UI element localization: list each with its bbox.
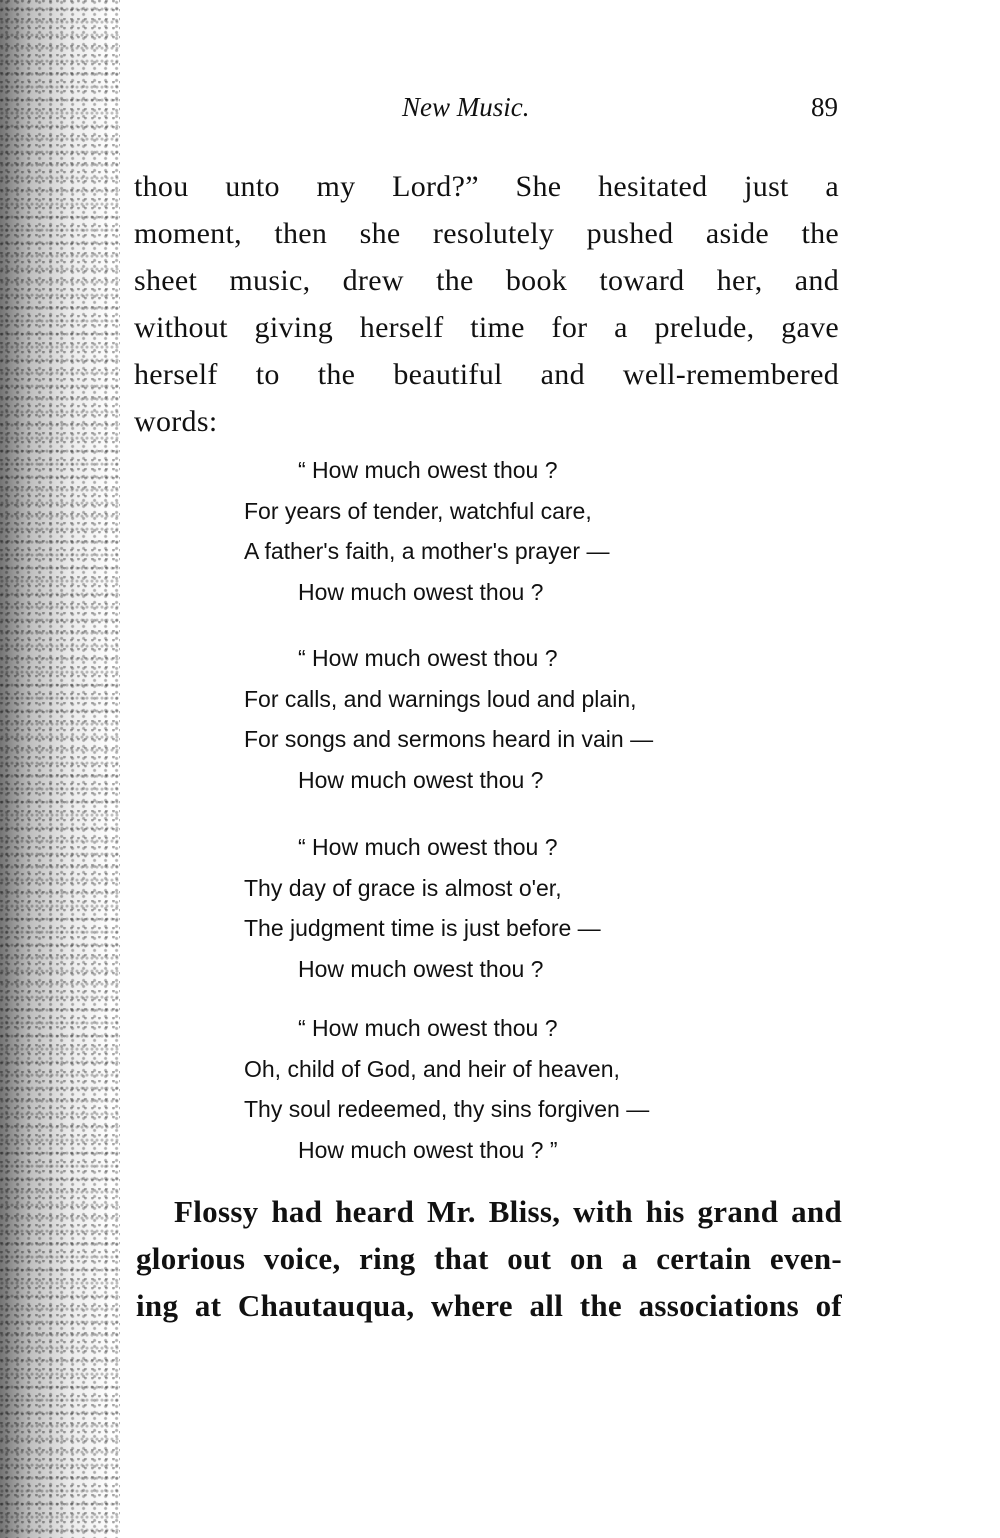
verse-line: “ How much owest thou ? [298, 457, 558, 483]
running-title: New Music. [402, 92, 530, 122]
verse-line: For songs and sermons heard in vain — [244, 726, 654, 752]
page-number: 89 [811, 92, 838, 122]
paragraph-line: without giving herself time for a prelude, gave [134, 311, 839, 344]
poem-stanza-4 [244, 1008, 649, 1170]
verse-line: How much owest thou ? [298, 578, 544, 605]
verse-line: “ How much owest thou ? [298, 1015, 558, 1041]
paragraph-line: herself to the beautiful and well-remembered [134, 358, 839, 391]
verse-line: “ How much owest thou ? [298, 645, 558, 671]
paragraph-line: moment, then she resolutely pushed aside the [134, 217, 839, 250]
paragraph-line: words: [134, 405, 218, 438]
verse-line: Thy day of grace is almost o'er, [244, 874, 562, 901]
running-head [130, 92, 838, 132]
paragraph-line: sheet music, drew the book toward her, and [134, 264, 839, 297]
verse-line: How much owest thou ? [298, 955, 544, 982]
paragraph-line: thou unto my Lord?” She hesitated just a [134, 170, 839, 203]
verse-line: How much owest thou ? ” [298, 1136, 558, 1163]
paragraph-line: Flossy had heard Mr. Bliss, with his grand and [174, 1194, 842, 1229]
paragraph-2 [136, 1188, 842, 1329]
paragraph-1 [134, 163, 839, 445]
scanned-page-edge [0, 0, 120, 1538]
verse-line: The judgment time is just before — [244, 915, 601, 941]
verse-line: Thy soul redeemed, thy sins forgiven — [244, 1096, 650, 1122]
verse-line: For years of tender, watchful care, [244, 497, 592, 524]
verse-line: For calls, and warnings loud and plain, [244, 685, 637, 712]
verse-line: “ How much owest thou ? [298, 834, 558, 860]
poem-stanza-2 [244, 638, 653, 800]
verse-line: Oh, child of God, and heir of heaven, [244, 1055, 620, 1082]
verse-line: A father's faith, a mother's prayer — [244, 538, 610, 564]
paragraph-line: ing at Chautauqua, where all the associations of [136, 1288, 842, 1323]
verse-line: How much owest thou ? [298, 766, 544, 793]
poem-stanza-1 [244, 450, 609, 612]
paragraph-line: glorious voice, ring that out on a certain even- [136, 1241, 842, 1276]
poem-stanza-3 [244, 827, 601, 989]
